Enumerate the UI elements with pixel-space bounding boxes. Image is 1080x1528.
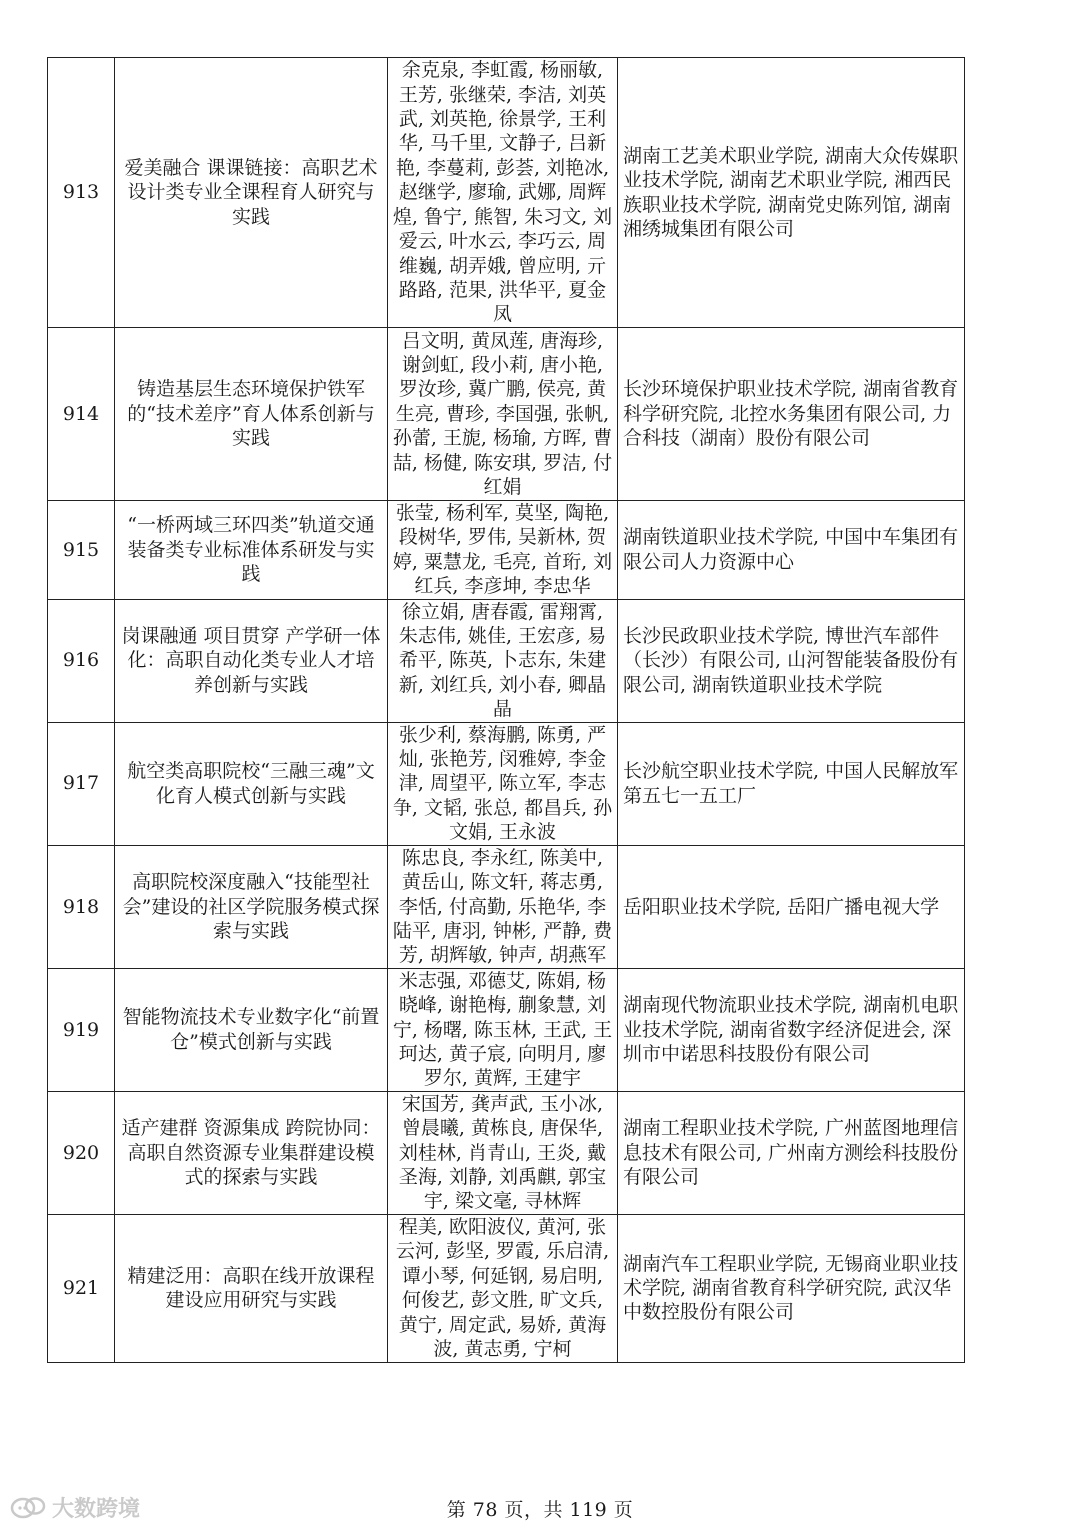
watermark-text: 大数跨境 bbox=[52, 1497, 141, 1522]
row-number: 916 bbox=[48, 599, 115, 722]
row-number: 921 bbox=[48, 1214, 115, 1362]
team-members: 吕文明, 黄凤莲, 唐海珍, 谢剑虹, 段小莉, 唐小艳, 罗汝珍, 冀广鹏, 侯亮, 黄生亮, 曹珍, 李国强, 张帆, 孙蕾, 王旎, 杨瑜, 方晖, 曹喆, 杨健, 陈安琪, 罗洁, 付红娟 bbox=[388, 328, 618, 501]
row-number: 920 bbox=[48, 1091, 115, 1214]
row-number: 919 bbox=[48, 968, 115, 1091]
institutions: 岳阳职业技术学院, 岳阳广播电视大学 bbox=[618, 845, 965, 968]
project-title: 精建泛用：高职在线开放课程建设应用研究与实践 bbox=[115, 1214, 388, 1362]
project-title: 高职院校深度融入“技能型社会”建设的社区学院服务模式探索与实践 bbox=[115, 845, 388, 968]
award-list-table bbox=[47, 57, 965, 1363]
project-title: 爱美融合 课课链接：高职艺术设计类专业全课程育人研究与实践 bbox=[115, 58, 388, 328]
table-row bbox=[48, 722, 965, 845]
team-members: 徐立娟, 唐春霞, 雷翔霄, 朱志伟, 姚佳, 王宏彦, 易希平, 陈英, 卜志东, 朱建新, 刘红兵, 刘小春, 卿晶晶 bbox=[388, 599, 618, 722]
table-row bbox=[48, 328, 965, 501]
institutions: 长沙航空职业技术学院, 中国人民解放军第五七一五工厂 bbox=[618, 722, 965, 845]
project-title: 岗课融通 项目贯穿 产学研一体化：高职自动化类专业人才培养创新与实践 bbox=[115, 599, 388, 722]
team-members: 宋国芳, 龚声武, 玉小冰, 曾晨曦, 黄栋良, 唐保华, 刘桂林, 肖青山, 王炎, 戴圣海, 刘静, 刘禹麒, 郭宝宇, 梁文毫, 寻林辉 bbox=[388, 1091, 618, 1214]
row-number: 915 bbox=[48, 501, 115, 600]
table-row bbox=[48, 968, 965, 1091]
table-row bbox=[48, 501, 965, 600]
team-members: 张少利, 蔡海鹏, 陈勇, 严灿, 张艳芳, 闵雅婷, 李金津, 周望平, 陈立军, 李志争, 文韬, 张总, 都昌兵, 孙文娟, 王永波 bbox=[388, 722, 618, 845]
row-number: 914 bbox=[48, 328, 115, 501]
institutions: 长沙环境保护职业技术学院, 湖南省教育科学研究院, 北控水务集团有限公司, 力合科技（湖南）股份有限公司 bbox=[618, 328, 965, 501]
table-row bbox=[48, 58, 965, 328]
table-row bbox=[48, 1214, 965, 1362]
team-members: 米志强, 邓德艾, 陈娟, 杨晓峰, 谢艳梅, 蒯象慧, 刘宁, 杨曙, 陈玉林, 王武, 王珂达, 黄子宸, 向明月, 廖罗尔, 黄辉, 王建宇 bbox=[388, 968, 618, 1091]
table-row bbox=[48, 1091, 965, 1214]
institutions: 湖南铁道职业技术学院, 中国中车集团有限公司人力资源中心 bbox=[618, 501, 965, 600]
project-title: 航空类高职院校“三融三魂”文化育人模式创新与实践 bbox=[115, 722, 388, 845]
institutions: 湖南现代物流职业技术学院, 湖南机电职业技术学院, 湖南省数字经济促进会, 深圳市中诺思科技股份有限公司 bbox=[618, 968, 965, 1091]
team-members: 张莹, 杨利军, 莫坚, 陶艳, 段树华, 罗伟, 吴新林, 贺婷, 粟慧龙, 毛亮, 首珩, 刘红兵, 李彦坤, 李忠华 bbox=[388, 501, 618, 600]
institutions: 长沙民政职业技术学院, 博世汽车部件（长沙）有限公司, 山河智能装备股份有限公司, 湖南铁道职业技术学院 bbox=[618, 599, 965, 722]
page-footer: 第 78 页，共 119 页 bbox=[446, 1499, 634, 1521]
team-members: 陈忠良, 李永红, 陈美中, 黄岳山, 陈文轩, 蒋志勇, 李恬, 付高勤, 乐艳华, 李陆平, 唐羽, 钟彬, 严静, 费芳, 胡辉敏, 钟声, 胡燕军 bbox=[388, 845, 618, 968]
project-title: “一桥两域三环四类”轨道交通装备类专业标准体系研发与实践 bbox=[115, 501, 388, 600]
row-number: 917 bbox=[48, 722, 115, 845]
institutions: 湖南汽车工程职业学院, 无锡商业职业技术学院, 湖南省教育科学研究院, 武汉华中数控股份有限公司 bbox=[618, 1214, 965, 1362]
team-members: 程美, 欧阳波仪, 黄河, 张云河, 彭坚, 罗霞, 乐启清, 谭小琴, 何延钢, 易启明, 何俊艺, 彭文胜, 旷文兵, 黄宁, 周定武, 易娇, 黄海波, 黄志勇, 宁柯 bbox=[388, 1214, 618, 1362]
institutions: 湖南工程职业技术学院, 广州蓝图地理信息技术有限公司, 广州南方测绘科技股份有限公司 bbox=[618, 1091, 965, 1214]
table-row bbox=[48, 845, 965, 968]
team-members: 余克泉, 李虹霞, 杨丽敏, 王芳, 张继荣, 李洁, 刘英武, 刘英艳, 徐景学, 王利华, 马千里, 文静子, 吕新艳, 李蔓莉, 彭荟, 刘艳冰, 赵继学, 廖瑜, 武娜, 周辉煌, 鲁宁, 熊智, 朱习文, 刘爱云, 叶水云, 李巧云, 周维巍, 胡弄娥, 曾应明, 亓路路, 范果, 洪华平, 夏金凤 bbox=[388, 58, 618, 328]
project-title: 铸造基层生态环境保护铁军的“技术差序”育人体系创新与实践 bbox=[115, 328, 388, 501]
bubble-logo-icon bbox=[10, 1495, 46, 1521]
watermark bbox=[10, 1492, 140, 1523]
project-title: 智能物流技术专业数字化“前置仓”模式创新与实践 bbox=[115, 968, 388, 1091]
row-number: 918 bbox=[48, 845, 115, 968]
institutions: 湖南工艺美术职业学院, 湖南大众传媒职业技术学院, 湖南艺术职业学院, 湘西民族职业技术学院, 湖南党史陈列馆, 湖南湘绣城集团有限公司 bbox=[618, 58, 965, 328]
row-number: 913 bbox=[48, 58, 115, 328]
project-title: 适产建群 资源集成 跨院协同：高职自然资源专业集群建设模式的探索与实践 bbox=[115, 1091, 388, 1214]
table-row bbox=[48, 599, 965, 722]
